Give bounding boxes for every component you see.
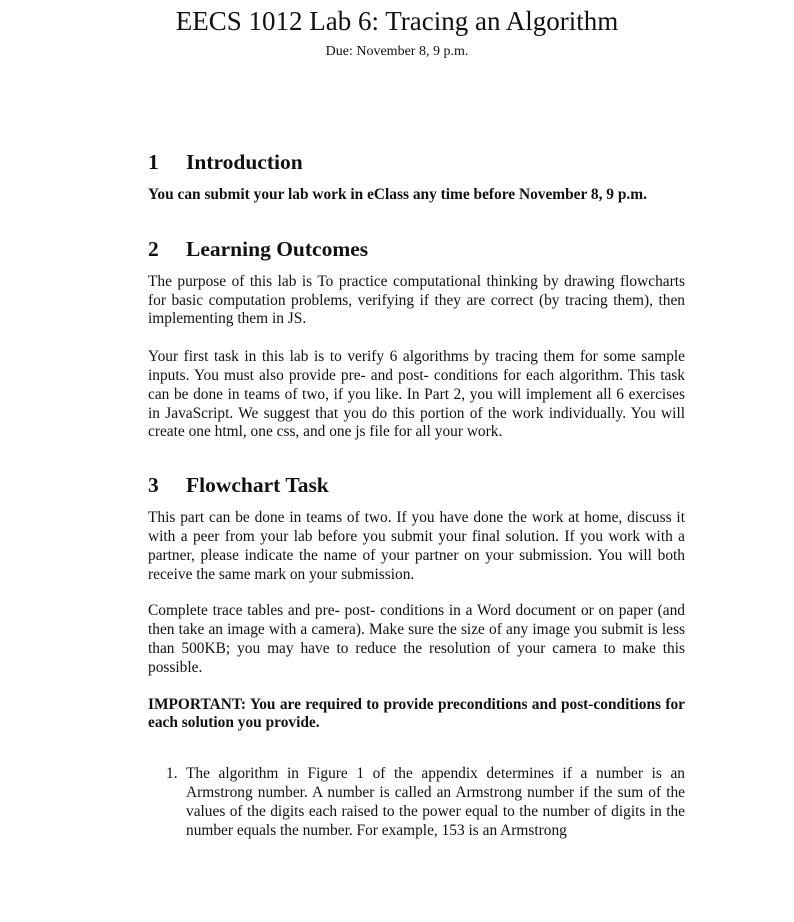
list-item <box>148 765 685 840</box>
flowchart-paragraph-1: This part can be done in teams of two. If you have done the work at home, discuss it with a peer from your lab before you submit your final solution. If you work with a partner, please indicate the name of your partner on your submission. You will both receive the same mark on your submission. <box>148 509 685 583</box>
section-number: 2 <box>148 236 159 261</box>
section-title: Introduction <box>186 150 303 174</box>
intro-paragraph: You can submit your lab work in eClass any time before November 8, 9 p.m. <box>148 186 647 203</box>
section-heading-learning-outcomes <box>148 235 685 263</box>
section-number: 3 <box>148 473 159 498</box>
section-title: Learning Outcomes <box>186 236 369 261</box>
section-heading-flowchart-task <box>148 471 685 499</box>
document-title: EECS 1012 Lab 6: Tracing an Algorithm <box>175 6 619 36</box>
task-list <box>148 765 685 840</box>
flowchart-paragraph-2: Complete trace tables and pre- post- conditions in a Word document or on paper (and then take an image with a camera). Make sure the size of any image you submit is less than 500KB; you may have to reduce the resolution of your camera to make this possible. <box>148 602 685 676</box>
due-date: Due: November 8, 9 p.m. <box>325 44 469 59</box>
learning-outcomes-paragraph-1: The purpose of this lab is To practice computational thinking by drawing flowcharts for basic computation problems, verifying if they are correct (by tracing them), then implementing them in JS. <box>148 272 685 328</box>
section-title: Flowchart Task <box>186 473 329 498</box>
important-note: IMPORTANT: You are required to provide preconditions and post-conditions for each solution you provide. <box>148 695 685 732</box>
list-item-text: The algorithm in Figure 1 of the appendix determines if a number is an Armstrong number. A number is called an Armstrong number if the sum of the values of the digits each raised to the power equal to the number of digits in the number equals the number. For example, 153 is an Armstrong <box>186 765 685 839</box>
list-item-marker: 1. <box>166 765 178 783</box>
section-number: 1 <box>148 150 159 174</box>
document-body <box>148 148 685 840</box>
section-heading-introduction <box>148 148 685 176</box>
learning-outcomes-paragraph-2: Your first task in this lab is to verify 6 algorithms by tracing them for some sample inputs. You must also provide pre- and post- conditions for each algorithm. This task can be done in teams of two, if you like. In Part 2, you will implement all 6 exercises in JavaScript. We suggest that you do this portion of the work individually. You will create one html, one css, and one js file for all your work. <box>148 348 685 441</box>
